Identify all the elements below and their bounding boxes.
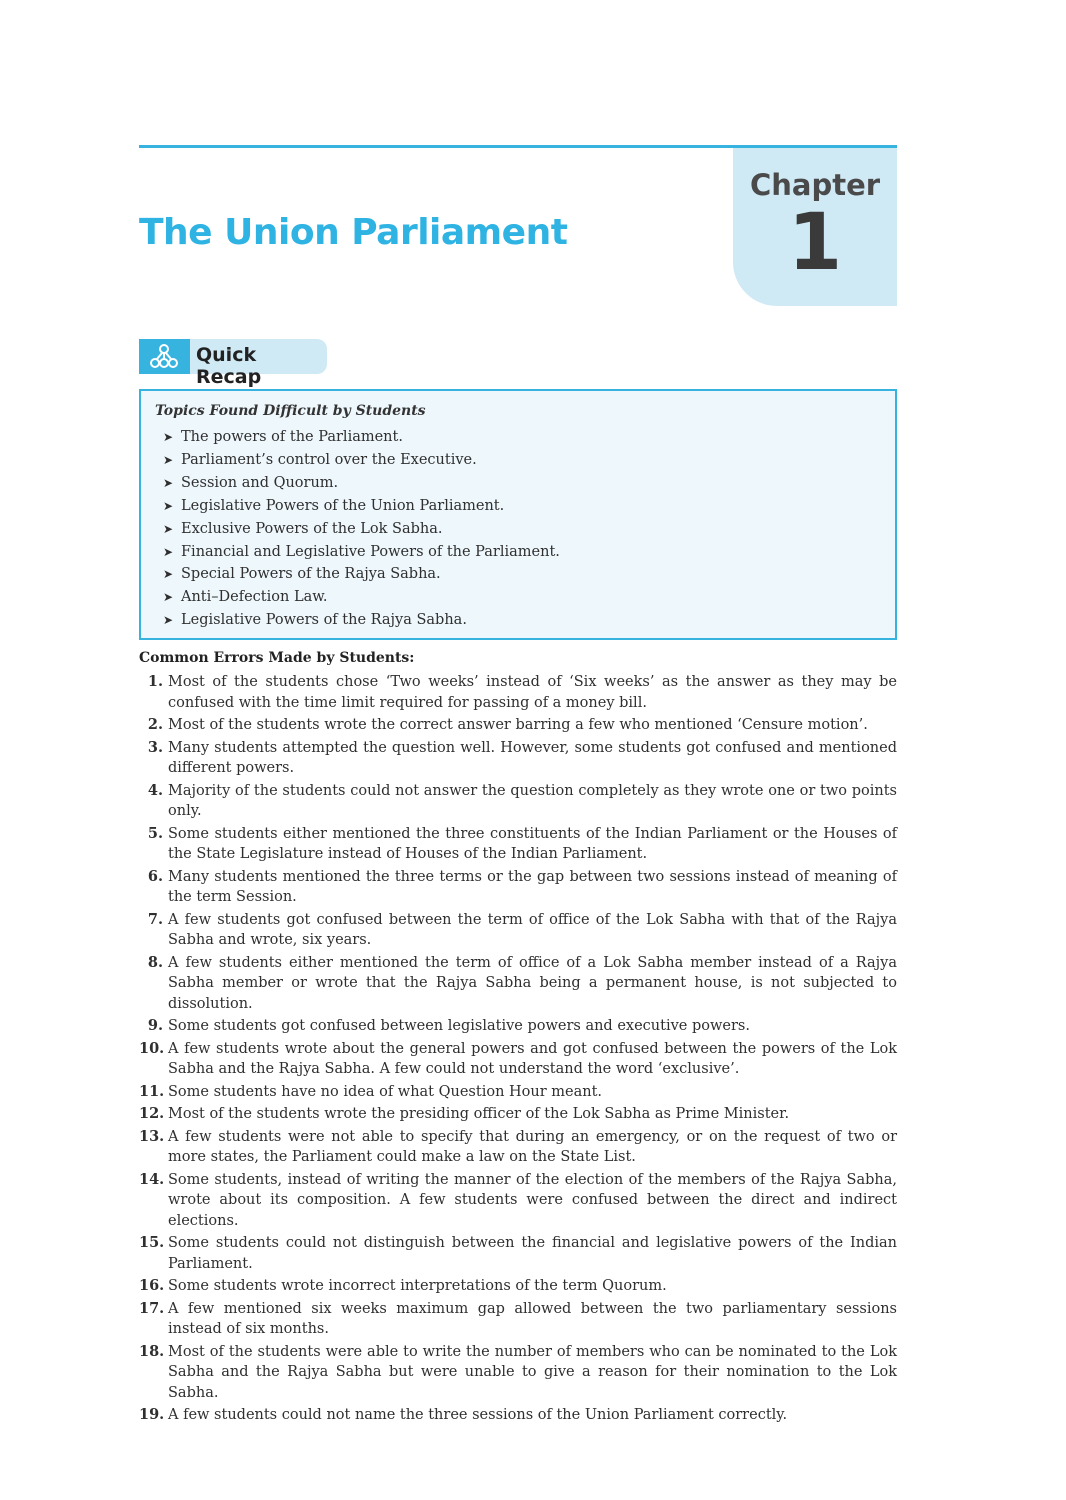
topic-text: Legislative Powers of the Union Parliament.	[181, 497, 505, 514]
topic-text: Legislative Powers of the Rajya Sabha.	[181, 612, 467, 629]
topic-text: The powers of the Parliament.	[181, 429, 403, 445]
topic-text: Special Powers of the Rajya Sabha.	[181, 566, 441, 583]
item-text: Many students attempted the question well. However, some students got confused and mentioned different powers.	[168, 739, 897, 776]
arrowhead-icon: ➤	[163, 452, 174, 467]
arrowhead-icon: ➤	[163, 567, 174, 582]
list-item	[139, 1276, 897, 1297]
chapter-badge	[733, 148, 897, 306]
item-number: 1.	[147, 673, 163, 690]
list-item	[139, 1233, 897, 1274]
item-text: A few students got confused between the term of office of the Lok Sabha with that of the Rajya Sabha and wrote, six years.	[168, 911, 897, 948]
network-nodes-icon	[139, 339, 190, 374]
list-item	[163, 472, 560, 495]
list-item	[139, 1170, 897, 1232]
list-item	[163, 609, 560, 632]
item-number: 9.	[147, 1017, 163, 1034]
errors-heading: Common Errors Made by Students:	[139, 650, 415, 666]
arrowhead-icon: ➤	[163, 430, 174, 444]
item-text: Most of the students wrote the correct answer barring a few who mentioned ‘Censure motion’.	[168, 717, 868, 733]
item-number: 17.	[139, 1299, 165, 1317]
item-text: Some students either mentioned the three constituents of the Indian Parliament or the Houses of the State Legislature instead of Houses of the Indian Parliament.	[168, 825, 897, 862]
item-text: Many students mentioned the three terms or the gap between two sessions instead of meaning of the term Session.	[168, 868, 897, 905]
item-number: 10.	[139, 1039, 165, 1057]
list-item	[163, 449, 560, 472]
arrowhead-icon: ➤	[163, 475, 174, 490]
item-text: A few students wrote about the general powers and got confused between the powers of the Lok Sabha and the Rajya Sabha. A few could not understand the word ‘exclusive’.	[168, 1040, 897, 1077]
list-item	[139, 1016, 897, 1037]
item-number: 11.	[139, 1082, 165, 1100]
list-item	[163, 563, 560, 586]
item-text: A few students either mentioned the term of office of a Lok Sabha member instead of a Rajya Sabha member or wrote that the Rajya Sabha being a permanent house, is not subjected to dissolution.	[168, 954, 897, 1012]
list-item	[139, 738, 897, 779]
item-number: 7.	[147, 910, 163, 928]
page-title: The Union Parliament	[139, 212, 568, 253]
list-item	[139, 953, 897, 1015]
list-item	[163, 426, 560, 449]
quick-recap-banner	[139, 339, 327, 388]
topics-list	[163, 426, 560, 632]
item-number: 12.	[139, 1105, 165, 1122]
list-item	[163, 518, 560, 541]
topics-box	[139, 389, 897, 640]
topic-text: Parliament’s control over the Executive.	[181, 451, 477, 468]
topic-text: Anti–Defection Law.	[181, 589, 328, 606]
chapter-label: Chapter	[749, 168, 881, 202]
item-number: 16.	[139, 1277, 165, 1294]
list-item	[163, 586, 560, 609]
item-text: A few students were not able to specify that during an emergency, or on the request of two or more states, the Parliament could make a law on the State List.	[168, 1128, 897, 1165]
topic-text: Financial and Legislative Powers of the Parliament.	[181, 543, 560, 560]
arrowhead-icon: ➤	[163, 590, 174, 605]
list-item	[139, 910, 897, 951]
item-number: 15.	[139, 1234, 165, 1251]
item-text: Some students wrote incorrect interpretations of the term Quorum.	[168, 1278, 667, 1294]
list-item	[163, 495, 560, 518]
list-item	[139, 1405, 897, 1426]
quick-recap-label: Quick Recap	[196, 344, 262, 388]
list-item	[139, 1039, 897, 1080]
list-item	[139, 781, 897, 822]
arrowhead-icon: ➤	[163, 521, 174, 536]
list-item	[139, 1127, 897, 1168]
list-item	[139, 1082, 897, 1103]
item-text: Some students could not distinguish between the financial and legislative powers of the Indian Parliament.	[168, 1235, 897, 1272]
item-number: 18.	[139, 1342, 165, 1360]
item-number: 2.	[147, 716, 163, 733]
item-number: 4.	[147, 781, 163, 799]
arrowhead-icon: ➤	[163, 498, 174, 513]
list-item	[139, 1299, 897, 1340]
list-item	[139, 1342, 897, 1404]
item-text: Some students, instead of writing the manner of the election of the members of the Rajya Sabha, wrote about its composition. A few students were confused between the direct and indirect elections.	[168, 1171, 897, 1229]
list-item	[139, 1104, 897, 1125]
item-text: Most of the students wrote the presiding officer of the Lok Sabha as Prime Minister.	[168, 1106, 790, 1122]
topic-text: Session and Quorum.	[181, 474, 339, 491]
list-item	[139, 824, 897, 865]
list-item	[139, 715, 897, 736]
topics-heading: Topics Found Difficult by Students	[155, 403, 426, 419]
item-number: 5.	[147, 824, 163, 842]
arrowhead-icon: ➤	[163, 544, 174, 559]
list-item	[139, 867, 897, 908]
list-item	[163, 541, 560, 564]
item-number: 14.	[139, 1170, 165, 1188]
item-text: Most of the students were able to write the number of members who can be nominated to the Lok Sabha and the Rajya Sabha but were unable to give a reason for their nomination to the Lok Sabha.	[168, 1343, 897, 1401]
item-text: Most of the students chose ‘Two weeks’ instead of ‘Six weeks’ as the answer as they may be confused with the time limit required for passing of a money bill.	[168, 674, 897, 711]
item-text: A few mentioned six weeks maximum gap allowed between the two parliamentary sessions instead of six months.	[168, 1300, 897, 1337]
item-text: Some students have no idea of what Question Hour meant.	[168, 1083, 603, 1100]
item-text: A few students could not name the three sessions of the Union Parliament correctly.	[168, 1407, 788, 1423]
item-number: 6.	[147, 867, 163, 885]
list-item	[139, 672, 897, 713]
chapter-number: 1	[787, 198, 843, 288]
item-text: Majority of the students could not answer the question completely as they wrote one or two points only.	[168, 782, 897, 819]
item-text: Some students got confused between legislative powers and executive powers.	[168, 1018, 750, 1034]
item-number: 3.	[147, 738, 163, 756]
topic-text: Exclusive Powers of the Lok Sabha.	[181, 520, 443, 537]
arrowhead-icon: ➤	[163, 613, 174, 628]
item-number: 19.	[139, 1406, 165, 1423]
item-number: 8.	[147, 953, 163, 971]
errors-list	[139, 672, 897, 1428]
item-number: 13.	[139, 1127, 165, 1145]
